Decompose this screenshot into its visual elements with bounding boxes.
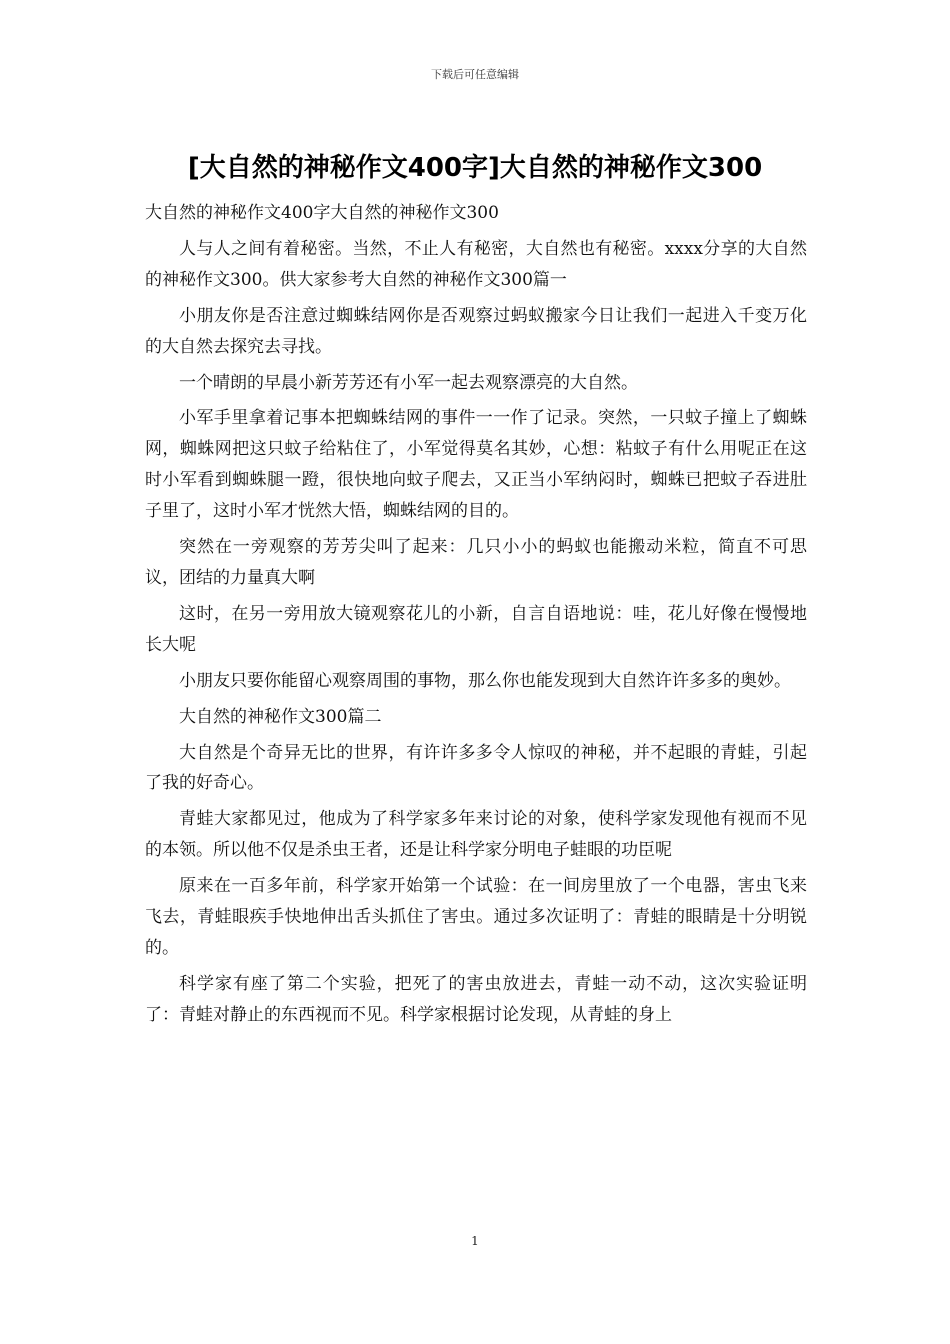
header-note: 下载后可任意编辑 xyxy=(431,68,519,81)
paragraph-2: 小朋友你是否注意过蜘蛛结网你是否观察过蚂蚁搬家今日让我们一起进入千变万化的大自然去探究去寻找。 xyxy=(145,305,807,357)
paragraph-6: 这时，在另一旁用放大镜观察花儿的小新，自言自语地说：哇，花儿好像在慢慢地长大呢 xyxy=(145,603,807,655)
document-title: [大自然的神秘作文400字]大自然的神秘作文300 xyxy=(187,153,763,183)
paragraph-3: 一个晴朗的早晨小新芳芳还有小军一起去观察漂亮的大自然。 xyxy=(179,372,638,393)
section-heading-2: 大自然的神秘作文300篇二 xyxy=(179,706,382,727)
document-body xyxy=(145,198,807,1036)
paragraph-4: 小军手里拿着记事本把蜘蛛结网的事件一一作了记录。突然，一只蚊子撞上了蜘蛛网，蜘蛛网把这只蚊子给粘住了，小军觉得莫名其妙，心想：粘蚊子有什么用呢正在这时小军看到蜘蛛腿一蹬，很快地向蚊子爬去，又正当小军纳闷时，蜘蛛已把蚊子吞进肚子里了，这时小军才恍然大悟，蜘蛛结网的目的。 xyxy=(145,408,807,522)
page-number: 1 xyxy=(471,1234,479,1248)
paragraph-9: 大自然是个奇异无比的世界，有许许多多令人惊叹的神秘，并不起眼的青蛙，引起了我的好奇心。 xyxy=(145,742,807,794)
paragraph-7: 小朋友只要你能留心观察周围的事物，那么你也能发现到大自然许许多多的奥妙。 xyxy=(179,670,791,691)
document-subtitle: 大自然的神秘作文400字大自然的神秘作文300 xyxy=(145,203,499,223)
paragraph-12: 科学家有座了第二个实验，把死了的害虫放进去，青蛙一动不动，这次实验证明了：青蛙对静止的东西视而不见。科学家根据讨论发现，从青蛙的身上 xyxy=(145,973,807,1025)
paragraph-10: 青蛙大家都见过，他成为了科学家多年来讨论的对象，使科学家发现他有视而不见的本领。所以他不仅是杀虫王者，还是让科学家分明电子蛙眼的功臣呢 xyxy=(145,809,807,861)
paragraph-5: 突然在一旁观察的芳芳尖叫了起来：几只小小的蚂蚁也能搬动米粒，简直不可思议，团结的力量真大啊 xyxy=(145,537,807,588)
paragraph-1: 人与人之间有着秘密。当然，不止人有秘密，大自然也有秘密。xxxx分享的大自然的神秘作文300。供大家参考大自然的神秘作文300篇一 xyxy=(145,238,807,290)
paragraph-11: 原来在一百多年前，科学家开始第一个试验：在一间房里放了一个电器，害虫飞来飞去，青蛙眼疾手快地伸出舌头抓住了害虫。通过多次证明了：青蛙的眼睛是十分明锐的。 xyxy=(145,876,807,958)
